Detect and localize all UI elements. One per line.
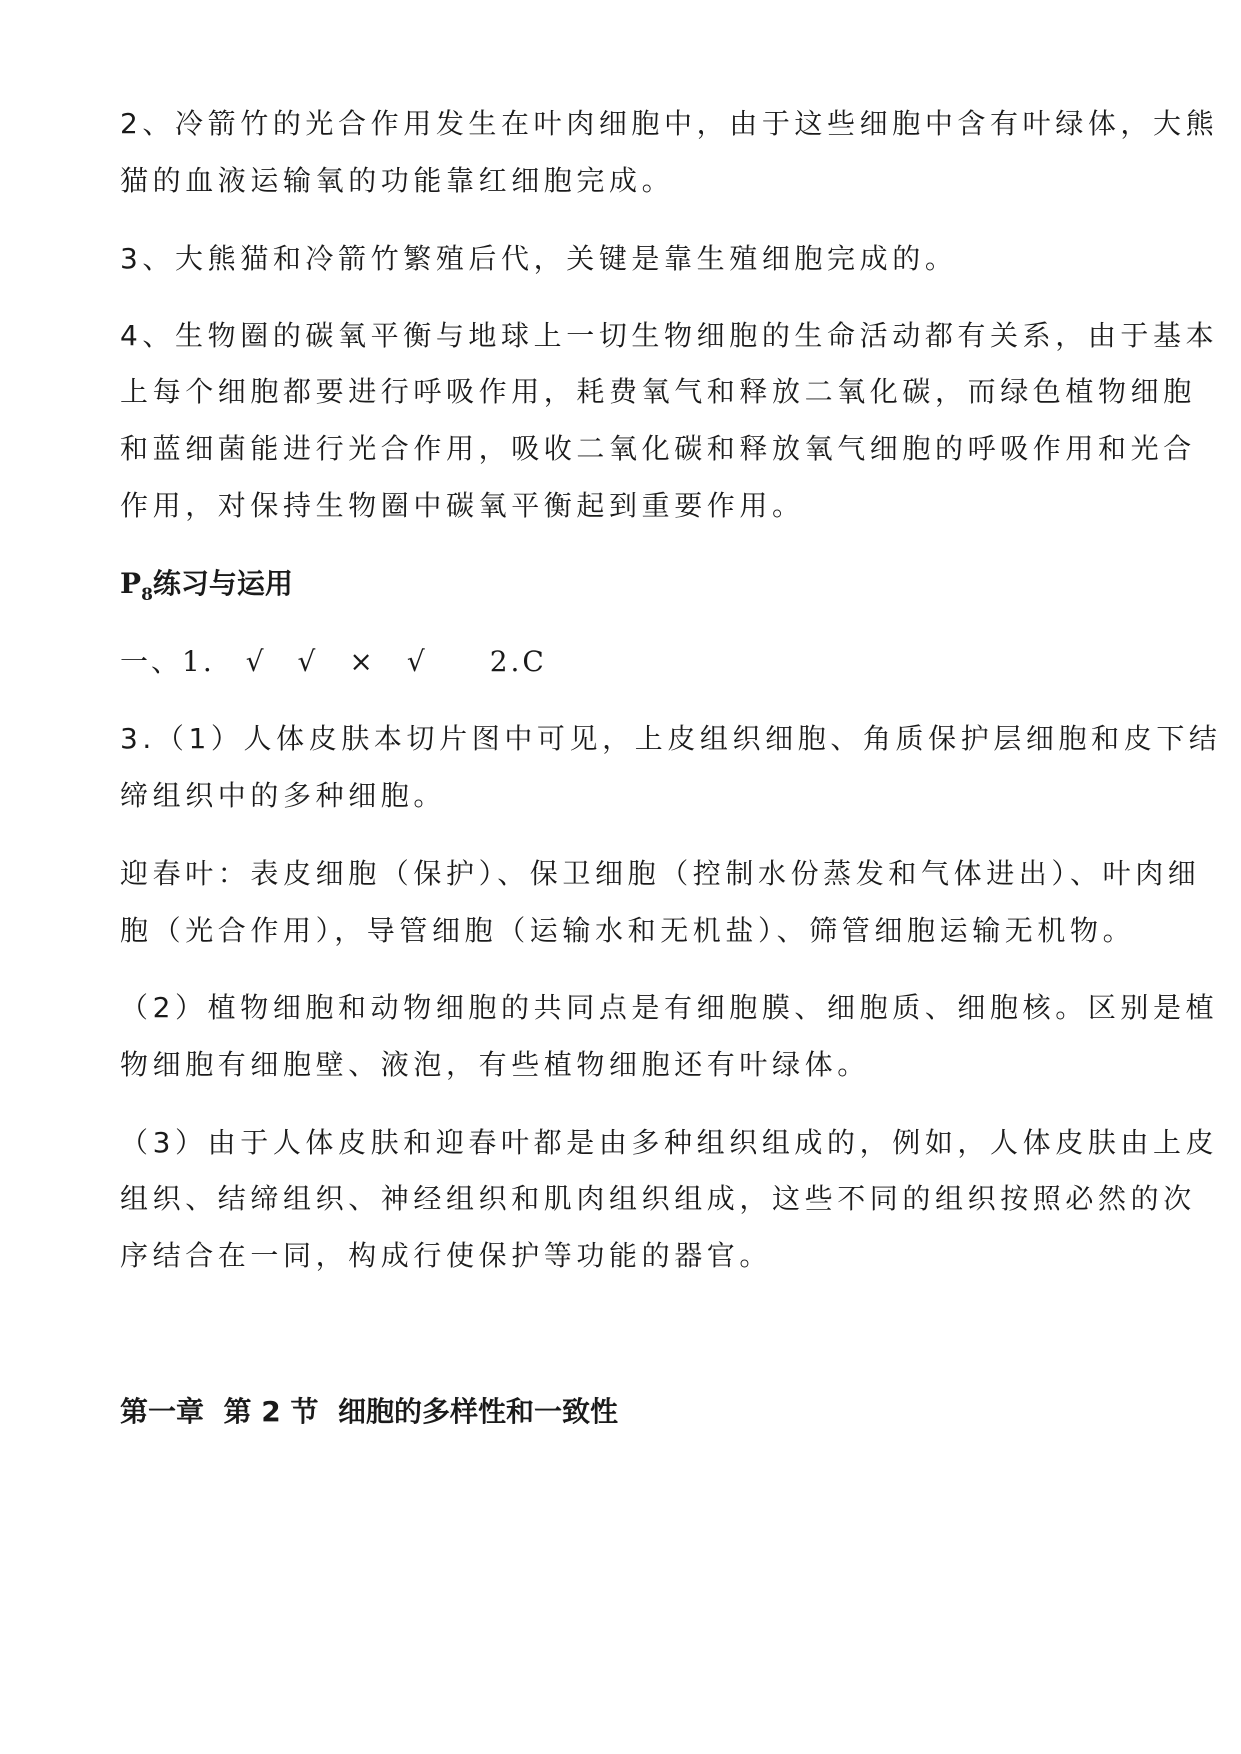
text-line: 上每个细胞都要进行呼吸作用，耗费氧气和释放二氧化碳，而绿色植物细胞 (120, 375, 1196, 408)
text-line: 猫的血液运输氧的功能靠红细胞完成。 (120, 164, 675, 197)
text-line: 3.（1）人体皮肤本切片图中可见，上皮组织细胞、角质保护层细胞和皮下结 (120, 722, 1222, 755)
text-line: 组织、结缔组织、神经组织和肌肉组织组成，这些不同的组织按照必然的次 (120, 1182, 1196, 1215)
section-heading-subscript: 8 (141, 585, 153, 605)
text-line: 作用，对保持生物圈中碳氧平衡起到重要作用。 (120, 489, 805, 522)
text-line: （2）植物细胞和动物细胞的共同点是有细胞膜、细胞质、细胞核。区别是植 (120, 991, 1219, 1024)
text-line: 4、生物圈的碳氧平衡与地球上一切生物细胞的生命活动都有关系，由于基本 (120, 319, 1219, 352)
section-heading-title: 练习与运用 (152, 567, 293, 600)
text-line: 3、大熊猫和冷箭竹繁殖后代，关键是靠生殖细胞完成的。 (120, 242, 958, 275)
text-line: （3）由于人体皮肤和迎春叶都是由多种组织组成的，例如，人体皮肤由上皮 (120, 1126, 1219, 1159)
chapter-heading: 第一章 第 2 节 细胞的多样性和一致性 (120, 1395, 618, 1428)
section-heading-prefix: P (120, 567, 142, 600)
answer-line: 一、1. √ √ × √ 2.C (120, 645, 547, 678)
text-line: 序结合在一同，构成行使保护等功能的器官。 (120, 1239, 773, 1272)
text-line: 2、冷箭竹的光合作用发生在叶肉细胞中，由于这些细胞中含有叶绿体，大熊 (120, 107, 1219, 140)
text-line: 缔组织中的多种细胞。 (120, 779, 447, 812)
text-line: 胞（光合作用），导管细胞（运输水和无机盐）、筛管细胞运输无机物。 (120, 914, 1136, 947)
text-line: 物细胞有细胞壁、液泡，有些植物细胞还有叶绿体。 (120, 1048, 870, 1081)
section-heading (120, 566, 293, 613)
text-line: 和蓝细菌能进行光合作用，吸收二氧化碳和释放氧气细胞的呼吸作用和光合 (120, 432, 1196, 465)
text-line: 迎春叶：表皮细胞（保护）、保卫细胞（控制水份蒸发和气体进出）、叶肉细 (120, 857, 1201, 890)
